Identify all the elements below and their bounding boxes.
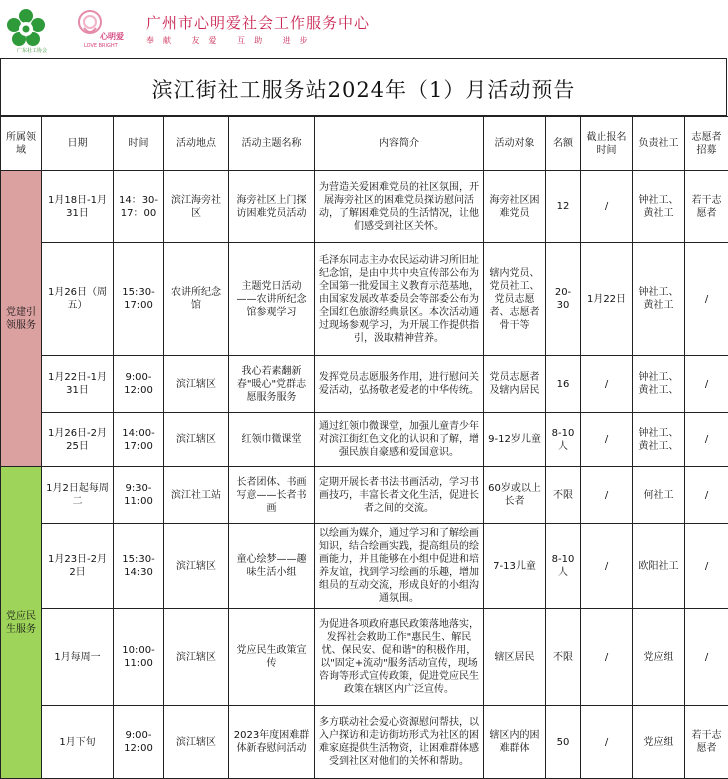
cell-target: 7-13儿童 bbox=[484, 524, 546, 609]
cell-volunteer: / bbox=[685, 243, 728, 356]
cell-volunteer: 若干志愿者 bbox=[685, 706, 728, 779]
cell-place: 滨江辖区 bbox=[164, 524, 229, 609]
cell-volunteer: / bbox=[685, 524, 728, 609]
cell-quota: 50 bbox=[546, 706, 581, 779]
table-row bbox=[1, 243, 728, 356]
cell-theme: 长者团体、书画写意——长者书画 bbox=[229, 467, 315, 524]
logo1-caption: 广东社工协会 bbox=[3, 47, 61, 54]
cell-intro: 毛泽东同志主办农民运动讲习所旧址纪念馆，是由中共中央宣传部公布为全国第一批爱国主义教育示范基地，由国家发展改革委员会等部委公布为全国红色旅游经典景区。本次活动通过现场参观学习，为开展工作提供指引，汲取精神营养。 bbox=[315, 243, 484, 356]
cell-theme: 主题党日活动——农讲所纪念馆参观学习 bbox=[229, 243, 315, 356]
cell-theme: 海旁社区上门探访困难党员活动 bbox=[229, 171, 315, 243]
header-date: 日期 bbox=[42, 117, 114, 171]
organization-name: 广州市心明爱社会工作服务中心 bbox=[146, 12, 370, 33]
cell-volunteer: / bbox=[685, 413, 728, 467]
cell-social-worker: 钟社工、黄社工 bbox=[633, 171, 685, 243]
title-box bbox=[0, 58, 727, 116]
cell-intro: 以绘画为媒介，通过学习和了解绘画知识，结合绘画实践，提高组员的绘画能力，并且能够在小组中促进和培养友谊，找到学习绘画的乐趣，增加组员的互动交流，形成良好的小组沟通氛围。 bbox=[315, 524, 484, 609]
cell-place: 滨江辖区 bbox=[164, 609, 229, 706]
cell-theme: 红领巾微课堂 bbox=[229, 413, 315, 467]
cell-intro: 为营造关爱困难党员的社区氛围，开展海旁社区的困难党员探访慰问活动，了解困难党员的生活情况，让他们感受到社区关怀。 bbox=[315, 171, 484, 243]
xinmingai-logo-icon bbox=[74, 8, 126, 48]
cell-date: 1月2日起每周二 bbox=[42, 467, 114, 524]
table-row bbox=[1, 706, 728, 779]
cell-time: 15:30-17:00 bbox=[114, 243, 164, 356]
cell-deadline: / bbox=[581, 467, 633, 524]
table-row bbox=[1, 609, 728, 706]
page-header bbox=[0, 0, 728, 56]
category-cell-livelihood: 党应民生服务 bbox=[1, 467, 42, 779]
cell-target: 60岁或以上长者 bbox=[484, 467, 546, 524]
cell-date: 1月18日-1月31日 bbox=[42, 171, 114, 243]
cell-intro: 发挥党员志愿服务作用，进行慰问关爱活动，弘扬敬老爱老的中华传统。 bbox=[315, 356, 484, 413]
cell-intro: 多方联动社会爱心资源慰问帮扶，以入户探访和走访街坊形式为社区的困难家庭提供生活物资，让困难群体感受到社区对他们的关怀和帮助。 bbox=[315, 706, 484, 779]
cell-place: 滨江社工站 bbox=[164, 467, 229, 524]
cell-quota: 20-30 bbox=[546, 243, 581, 356]
category-cell-party: 党建引领服务 bbox=[1, 171, 42, 467]
cell-date: 1月26日-2月25日 bbox=[42, 413, 114, 467]
cell-deadline: / bbox=[581, 413, 633, 467]
cell-date: 1月22日-1月31日 bbox=[42, 356, 114, 413]
cell-target: 辖内党员、党员社工、党员志愿者、志愿者骨干等 bbox=[484, 243, 546, 356]
header-time: 时间 bbox=[114, 117, 164, 171]
cell-intro: 为促进各项政府惠民政策落地落实，发挥社会救助工作"惠民生、解民忧、保民安、促和谐"的积极作用，以"固定+流动"服务活动宣传，现场咨询等形式宣传政策，促进党应民生政策在辖区内广泛宣传。 bbox=[315, 609, 484, 706]
cell-time: 9:00-12:00 bbox=[114, 356, 164, 413]
cell-time: 14:00-17:00 bbox=[114, 413, 164, 467]
cell-theme: 我心若素翻新春"暖心"党群志愿服务服务 bbox=[229, 356, 315, 413]
cell-intro: 定期开展长者书法书画活动，学习书画技巧，丰富长者文化生活，促进长者之间的交流。 bbox=[315, 467, 484, 524]
cell-date: 1月下旬 bbox=[42, 706, 114, 779]
cell-target: 海旁社区困难党员 bbox=[484, 171, 546, 243]
cell-time: 15:30-14:30 bbox=[114, 524, 164, 609]
table-row bbox=[1, 467, 728, 524]
header-target: 活动对象 bbox=[484, 117, 546, 171]
cell-target: 辖区居民 bbox=[484, 609, 546, 706]
header-deadline: 截止报名时间 bbox=[581, 117, 633, 171]
cell-quota: 不限 bbox=[546, 467, 581, 524]
table-header-row bbox=[1, 117, 728, 171]
header-intro: 内容简介 bbox=[315, 117, 484, 171]
cell-deadline: / bbox=[581, 706, 633, 779]
cell-date: 1月23日-2月2日 bbox=[42, 524, 114, 609]
cell-quota: 8-10人 bbox=[546, 524, 581, 609]
organization-slogan: 奉献 友爱 互助 进步 bbox=[146, 35, 336, 46]
cell-place: 农讲所纪念馆 bbox=[164, 243, 229, 356]
cell-theme: 党应民生政策宣传 bbox=[229, 609, 315, 706]
cell-deadline: / bbox=[581, 524, 633, 609]
cell-social-worker: 党应组 bbox=[633, 609, 685, 706]
cell-social-worker: 何社工 bbox=[633, 467, 685, 524]
header-social-worker: 负责社工 bbox=[633, 117, 685, 171]
activity-table bbox=[0, 116, 728, 779]
header-volunteer: 志愿者招募 bbox=[685, 117, 728, 171]
cell-time: 10:00-11:00 bbox=[114, 609, 164, 706]
cell-time: 9:30-11:00 bbox=[114, 467, 164, 524]
cell-time: 14：30-17：00 bbox=[114, 171, 164, 243]
cell-place: 滨江海旁社区 bbox=[164, 171, 229, 243]
page-title: 滨江街社工服务站2024年（1）月活动预告 bbox=[1, 74, 726, 104]
header-domain: 所属领域 bbox=[1, 117, 42, 171]
cell-social-worker: 钟社工、黄社工、 bbox=[633, 413, 685, 467]
cell-date: 1月每周一 bbox=[42, 609, 114, 706]
cell-quota: 不限 bbox=[546, 609, 581, 706]
cell-place: 滨江辖区 bbox=[164, 356, 229, 413]
cell-quota: 16 bbox=[546, 356, 581, 413]
cell-volunteer: / bbox=[685, 467, 728, 524]
cell-date: 1月26日（周五） bbox=[42, 243, 114, 356]
header-quota: 名额 bbox=[546, 117, 581, 171]
cell-target: 9-12岁儿童 bbox=[484, 413, 546, 467]
social-work-association-logo-icon bbox=[3, 6, 49, 52]
cell-volunteer: / bbox=[685, 609, 728, 706]
cell-intro: 通过红领巾微课堂，加强儿童青少年对滨江街红色文化的认识和了解，增强民族自豪感和爱国意识。 bbox=[315, 413, 484, 467]
cell-place: 滨江辖区 bbox=[164, 706, 229, 779]
cell-time: 9:00-12:00 bbox=[114, 706, 164, 779]
cell-social-worker: 钟社工、黄社工、 bbox=[633, 356, 685, 413]
cell-target: 辖区内的困难群体 bbox=[484, 706, 546, 779]
cell-deadline: / bbox=[581, 356, 633, 413]
header-place: 活动地点 bbox=[164, 117, 229, 171]
logo2-subtitle: LOVE BRIGHT bbox=[84, 43, 118, 49]
cell-deadline: / bbox=[581, 171, 633, 243]
cell-theme: 童心绘梦——趣味生活小组 bbox=[229, 524, 315, 609]
cell-volunteer: 若干志愿者 bbox=[685, 171, 728, 243]
logo2-name: 心明爱 bbox=[100, 31, 124, 42]
cell-deadline: / bbox=[581, 609, 633, 706]
cell-social-worker: 党应组 bbox=[633, 706, 685, 779]
cell-theme: 2023年度困难群体新春慰问活动 bbox=[229, 706, 315, 779]
cell-target: 党员志愿者及辖内居民 bbox=[484, 356, 546, 413]
table-row bbox=[1, 524, 728, 609]
table-row bbox=[1, 413, 728, 467]
table-row bbox=[1, 356, 728, 413]
cell-quota: 8-10人 bbox=[546, 413, 581, 467]
table-row bbox=[1, 171, 728, 243]
cell-quota: 12 bbox=[546, 171, 581, 243]
cell-place: 滨江辖区 bbox=[164, 413, 229, 467]
cell-deadline: 1月22日 bbox=[581, 243, 633, 356]
header-theme: 活动主题名称 bbox=[229, 117, 315, 171]
cell-social-worker: 钟社工、黄社工 bbox=[633, 243, 685, 356]
cell-social-worker: 欧阳社工 bbox=[633, 524, 685, 609]
cell-volunteer: / bbox=[685, 356, 728, 413]
